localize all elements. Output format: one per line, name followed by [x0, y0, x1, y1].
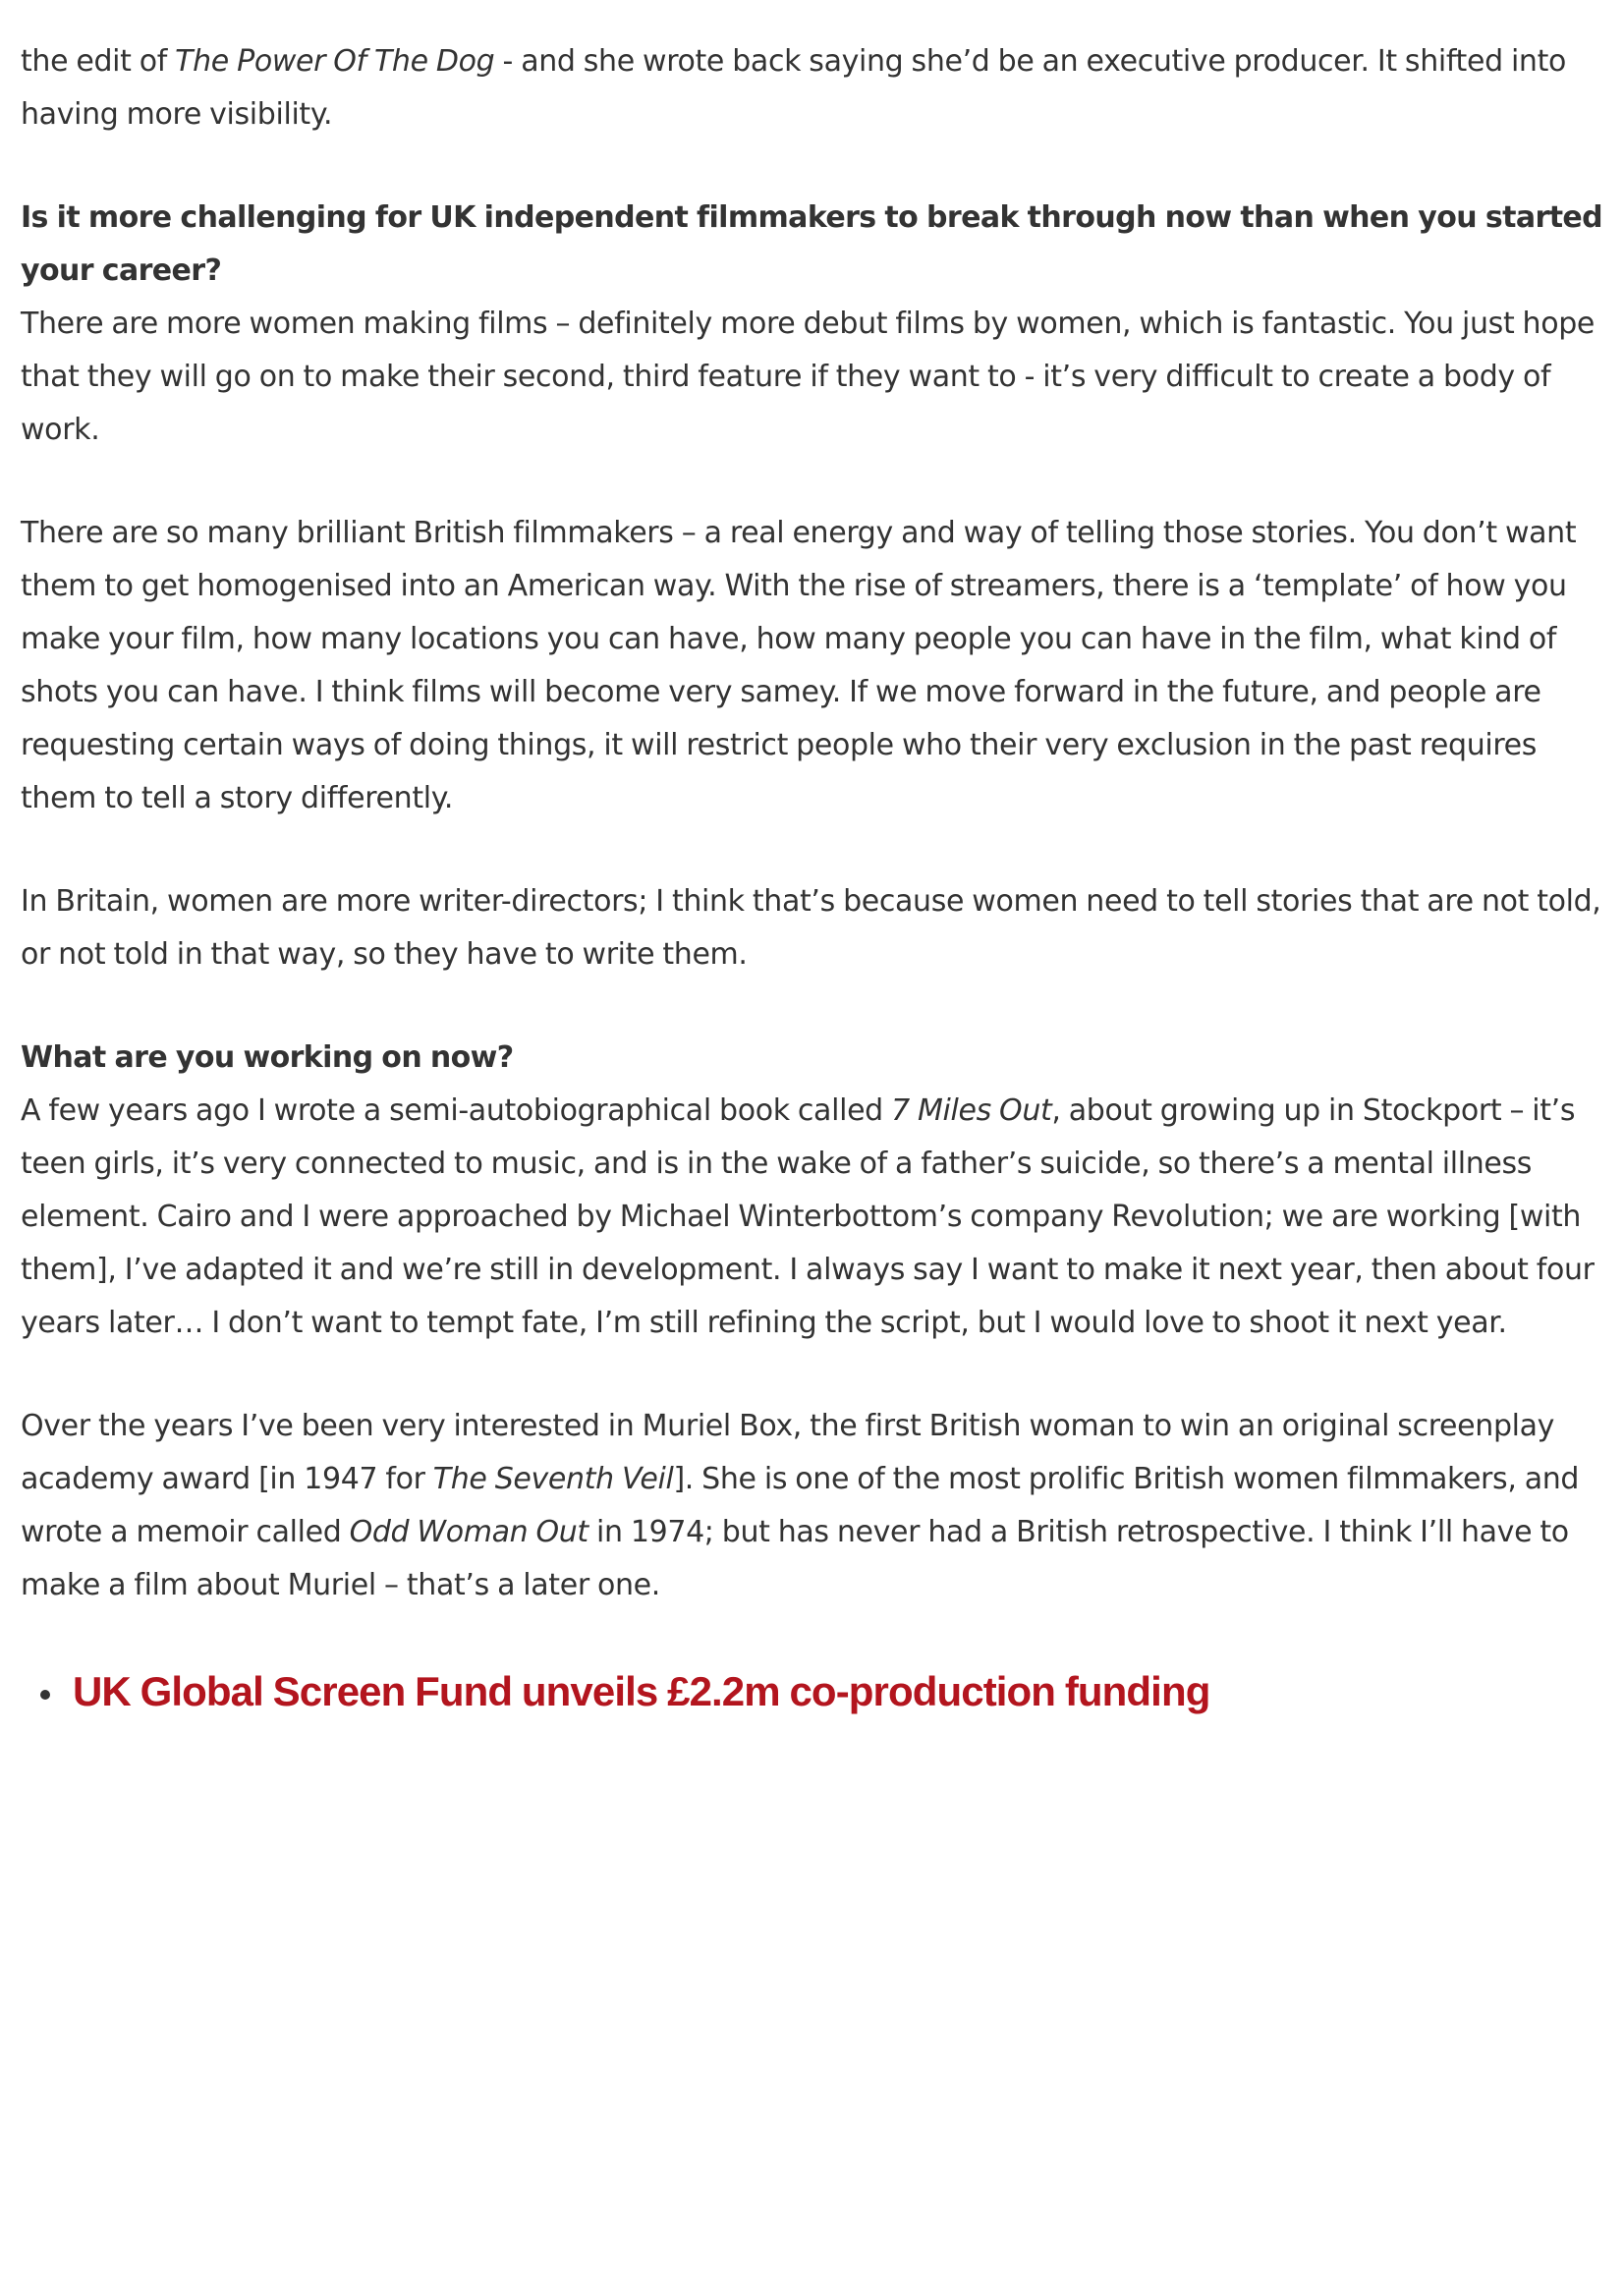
book-title: 7 Miles Out [891, 1093, 1052, 1128]
paragraph-text: in 1974; but has never had a British retrospective. I think I’ll have to make a film about Muriel – that’s a later one. [21, 1515, 1569, 1602]
paragraph-text: - and she wrote back saying she’d be an executive producer. It shifted into having more visibility. [21, 44, 1567, 132]
paragraph-text: Over the years I’ve been very interested in Muriel Box, the first British woman to win an original screenplay academy award [in 1947 for [21, 1409, 1555, 1496]
bullet-icon [40, 1690, 50, 1700]
article-body [21, 35, 1607, 1721]
related-article-link[interactable]: UK Global Screen Fund unveils £2.2m co-production funding [73, 1668, 1210, 1714]
paragraph-text: the edit of [21, 44, 176, 79]
list-item [21, 1662, 1607, 1721]
answer-more-women-films: There are more women making films – definitely more debut films by women, which is fantastic. You just hope that they will go on to make their second, third feature if they want to - it’s very difficult to create a body of work. [21, 307, 1596, 447]
interview-question-uk-filmmakers: Is it more challenging for UK independent filmmakers to break through now than when you started your career? [21, 200, 1603, 288]
film-title: The Power Of The Dog [175, 44, 495, 79]
paragraph-power-of-the-dog [21, 35, 1607, 141]
paragraph-text: A few years ago I wrote a semi-autobiographical book called [21, 1093, 892, 1128]
memoir-title: Odd Woman Out [349, 1515, 588, 1549]
answer-7-miles-out [21, 1085, 1607, 1350]
film-title: The Seventh Veil [432, 1462, 674, 1496]
interview-question-working-on-now: What are you working on now? [21, 1040, 514, 1075]
paragraph-writer-directors: In Britain, women are more writer-directors; I think that’s because women need to tell stories that are not told, or not told in that way, so they have to write them. [21, 884, 1601, 972]
paragraph-british-filmmakers: There are so many brilliant British filmmakers – a real energy and way of telling those stories. You don’t want them to get homogenised into an American way. With the rise of streamers, there is a ‘template’ of how you make your film, how many locations you can have, how many people you can have in the film, what kind of shots you can have. I think films will become very samey. If we move forward in the future, and people are requesting certain ways of doing things, it will restrict people who their very exclusion in the past requires them to tell a story differently. [21, 516, 1577, 815]
paragraph-text: ]. She is one of the most prolific British women filmmakers, and wrote a memoir called [21, 1462, 1580, 1549]
paragraph-muriel-box [21, 1400, 1607, 1612]
related-articles-list [21, 1662, 1607, 1721]
paragraph-text: , about growing up in Stockport – it’s teen girls, it’s very connected to music, and is in the wake of a father’s suicide, so there’s a mental illness element. Cairo and I were approached by Michael Winterbottom’s company Revolution; we are working [with them], I’ve adapted it and we’re still in development. I always say I want to make it next year, then about four years later… I don’t want to tempt fate, I’m still refining the script, but I would love to shoot it next year. [21, 1093, 1595, 1340]
